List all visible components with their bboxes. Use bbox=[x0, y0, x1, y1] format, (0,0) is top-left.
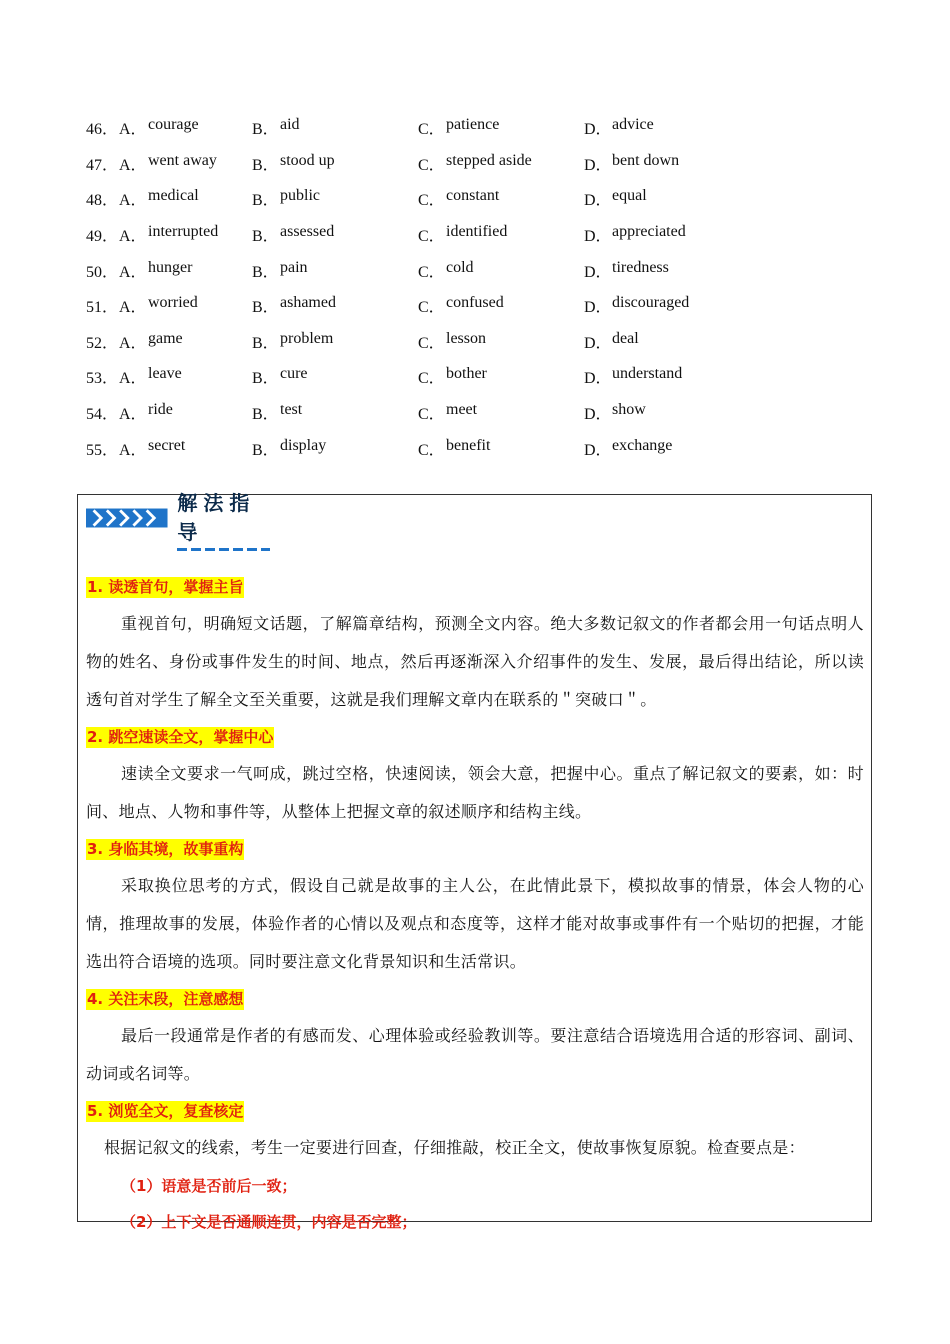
option-d: D． understand bbox=[584, 365, 683, 388]
question-number: 48． bbox=[86, 192, 119, 210]
question-number: 52． bbox=[86, 334, 119, 352]
question-list bbox=[86, 110, 886, 466]
guide-content bbox=[86, 569, 864, 1239]
option-c: C． bother bbox=[418, 365, 487, 388]
section-heading: 2. 跳空速读全文，掌握中心 bbox=[87, 727, 274, 746]
option-b: B． stood up bbox=[252, 151, 335, 174]
question-row bbox=[86, 181, 886, 217]
option-d: D． appreciated bbox=[584, 223, 686, 246]
option-a: A． game bbox=[119, 329, 183, 352]
section-heading: 3. 身临其境，故事重构 bbox=[87, 839, 244, 858]
option-a: A． courage bbox=[119, 116, 199, 139]
option-b: B． aid bbox=[252, 116, 300, 139]
question-row bbox=[86, 395, 886, 431]
question-number: 53． bbox=[86, 370, 119, 388]
section-text: 最后一段通常是作者的有感而发、心理体验或经验教训等。要注意结合语境选用合适的形容词、副词、动词或名词等。 bbox=[86, 1026, 864, 1083]
option-b: B． problem bbox=[252, 329, 334, 352]
question-number: 46． bbox=[86, 121, 119, 139]
option-d: D． exchange bbox=[584, 436, 673, 459]
option-d: D． show bbox=[584, 401, 646, 424]
guide-header bbox=[86, 491, 276, 544]
question-number: 47． bbox=[86, 156, 119, 174]
question-row bbox=[86, 288, 886, 324]
question-number: 49． bbox=[86, 228, 119, 246]
option-c: C． patience bbox=[418, 116, 500, 139]
question-number: 50． bbox=[86, 263, 119, 281]
section-text: 速读全文要求一气呵成，跳过空格，快速阅读，领会大意，把握中心。重点了解记叙文的要素，如：时间、地点、人物和事件等，从整体上把握文章的叙述顺序和结构主线。 bbox=[86, 764, 864, 821]
option-b: B． public bbox=[252, 187, 320, 210]
section-text: 重视首句，明确短文话题，了解篇章结构，预测全文内容。绝大多数记叙文的作者都会用一句话点明人物的姓名、身份或事件发生的时间、地点，然后再逐渐深入介绍事件的发生、发展，最后得出结论，所以读透句首对学生了解全文至关重要，这就是我们理解文章内在联系的＂突破口＂。 bbox=[86, 614, 864, 709]
guide-title: 解法指导 bbox=[177, 487, 276, 549]
option-c: C． identified bbox=[418, 223, 508, 246]
check-point: （1）语意是否前后一致； bbox=[121, 1176, 297, 1195]
option-d: D． discouraged bbox=[584, 294, 690, 317]
option-a: A． medical bbox=[119, 187, 199, 210]
option-b: B． cure bbox=[252, 365, 308, 388]
option-c: C． cold bbox=[418, 258, 474, 281]
option-d: D． tiredness bbox=[584, 258, 669, 281]
question-row bbox=[86, 146, 886, 182]
option-b: B． test bbox=[252, 401, 303, 424]
question-row bbox=[86, 324, 886, 360]
question-number: 55． bbox=[86, 441, 119, 459]
option-d: D． advice bbox=[584, 116, 654, 139]
option-c: C． meet bbox=[418, 401, 478, 424]
option-a: A． ride bbox=[119, 401, 173, 424]
method-guide-box bbox=[77, 491, 872, 1231]
question-row bbox=[86, 359, 886, 395]
option-c: C． confused bbox=[418, 294, 504, 317]
option-d: D． equal bbox=[584, 187, 647, 210]
question-row bbox=[86, 217, 886, 253]
option-a: A． secret bbox=[119, 436, 186, 459]
option-a: A． leave bbox=[119, 365, 182, 388]
option-d: D． deal bbox=[584, 329, 639, 352]
option-b: B． ashamed bbox=[252, 294, 336, 317]
section-text: 根据记叙文的线索，考生一定要进行回查，仔细推敲，校正全文，使故事恢复原貌。检查要点是： bbox=[104, 1138, 805, 1157]
option-c: C． benefit bbox=[418, 436, 491, 459]
option-b: B． display bbox=[252, 436, 327, 459]
chevron-arrows-icon bbox=[86, 504, 169, 532]
section-text: 采取换位思考的方式，假设自己就是故事的主人公，在此情此景下，模拟故事的情景，体会人物的心情，推理故事的发展，体验作者的心情以及观点和态度等，这样才能对故事或事件有一个贴切的把握，才能选出符合语境的选项。同时要注意文化背景知识和生活常识。 bbox=[86, 876, 864, 971]
option-a: A． hunger bbox=[119, 258, 193, 281]
option-b: B． assessed bbox=[252, 223, 335, 246]
question-row bbox=[86, 110, 886, 146]
question-number: 51． bbox=[86, 299, 119, 317]
question-number: 54． bbox=[86, 406, 119, 424]
option-d: D． bent down bbox=[584, 151, 680, 174]
option-b: B． pain bbox=[252, 258, 308, 281]
option-a: A． went away bbox=[119, 151, 217, 174]
option-a: A． interrupted bbox=[119, 223, 219, 246]
option-c: C． constant bbox=[418, 187, 500, 210]
section-heading: 1. 读透首句，掌握主旨 bbox=[87, 577, 244, 596]
section-heading: 5. 浏览全文，复查核定 bbox=[87, 1101, 244, 1120]
question-row bbox=[86, 430, 886, 466]
option-c: C． stepped aside bbox=[418, 151, 532, 174]
section-heading: 4. 关注末段，注意感想 bbox=[87, 989, 244, 1008]
option-a: A． worried bbox=[119, 294, 198, 317]
option-c: C． lesson bbox=[418, 329, 486, 352]
check-point: （2）上下文是否通顺连贯，内容是否完整； bbox=[121, 1212, 417, 1231]
question-row bbox=[86, 252, 886, 288]
